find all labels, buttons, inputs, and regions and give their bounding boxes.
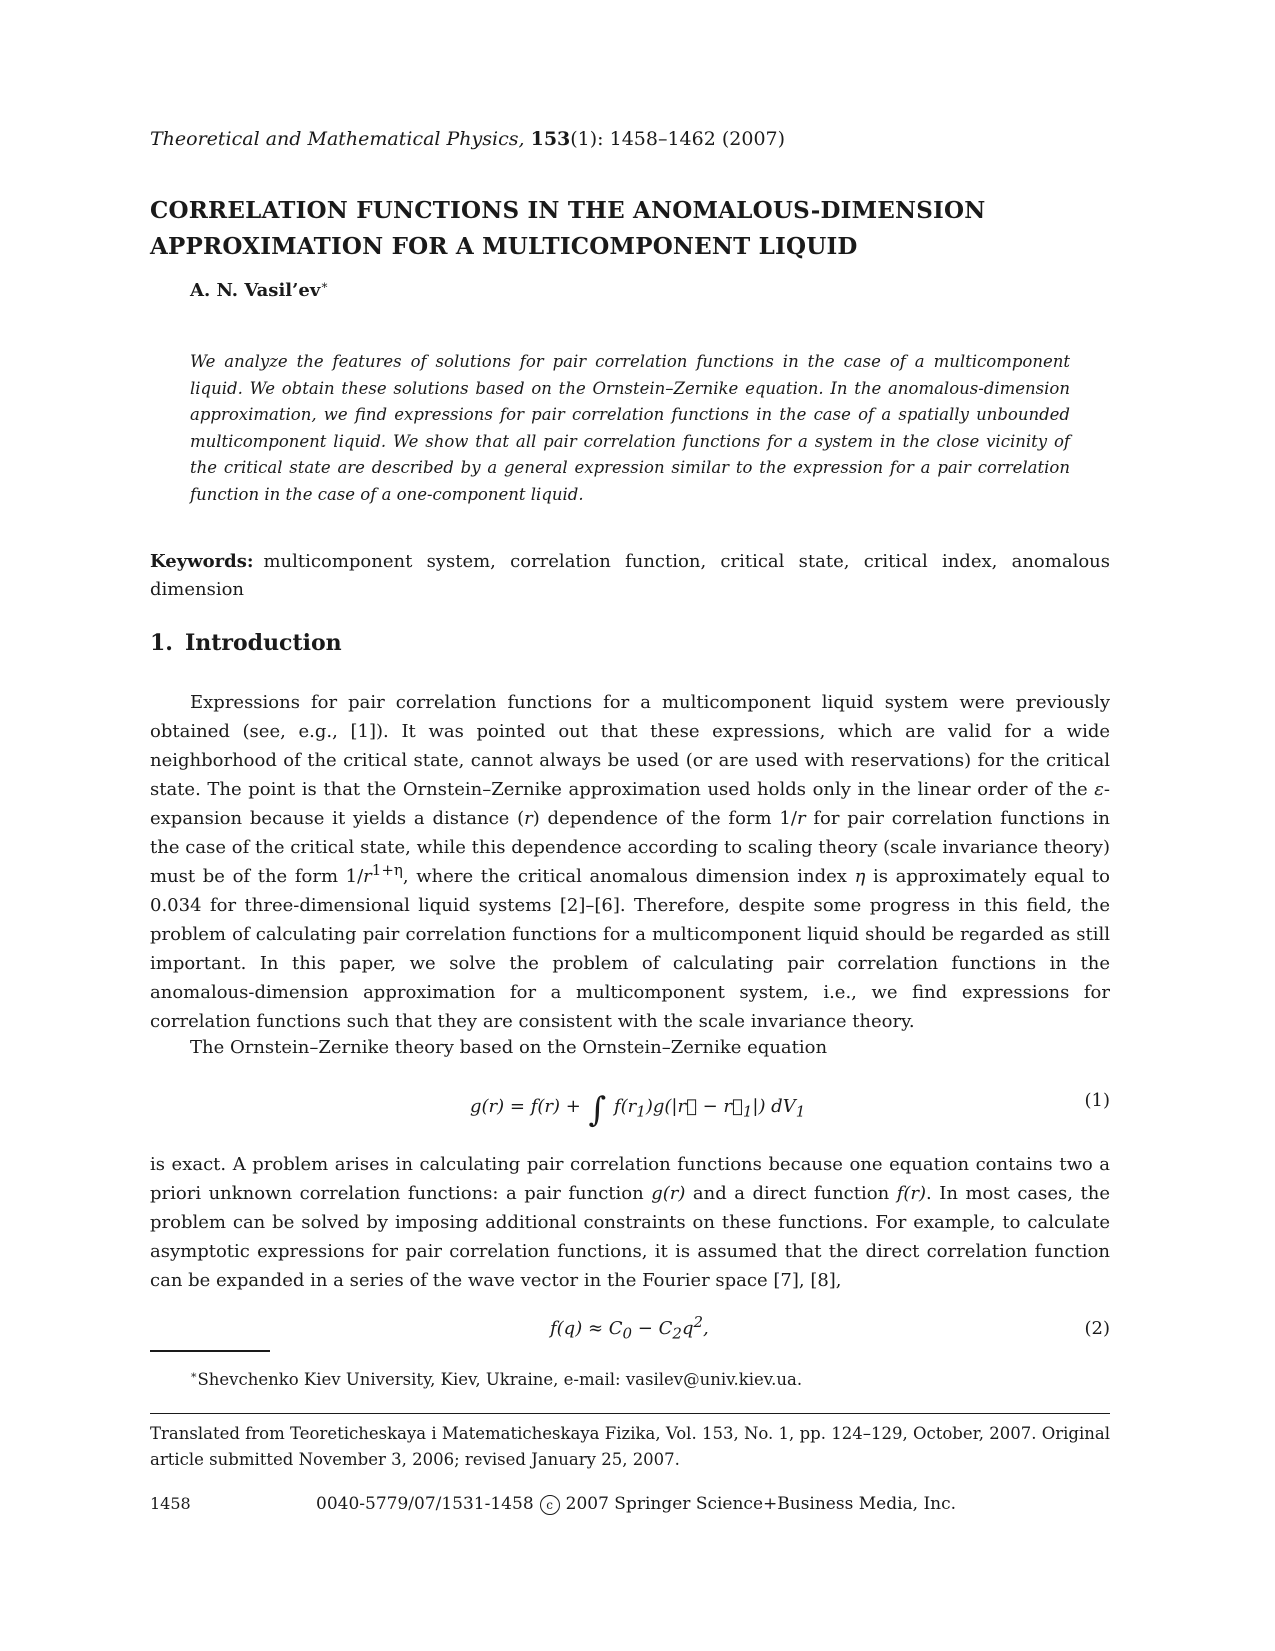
text-run: ) dependence of the form 1/ bbox=[532, 808, 797, 829]
eq-part: f(r bbox=[614, 1096, 637, 1117]
translation-note: Translated from Teoreticheskaya i Matematicheskaya Fizika, Vol. 153, No. 1, pp. 124–129, October, 2007. Original article submitted November 3, 2006; revised January 25, 2007. bbox=[150, 1424, 1110, 1469]
math-epsilon: ε bbox=[1094, 779, 1104, 800]
journal-issue: (1): 1458–1462 (2007) bbox=[570, 128, 786, 150]
copyright-line bbox=[316, 1494, 956, 1515]
math-r: r bbox=[524, 808, 533, 829]
eq-subscript: 1 bbox=[742, 1102, 753, 1121]
abstract: We analyze the features of solutions for pair correlation functions in the case of a multicomponent liquid. We obtain these solutions based on the Ornstein–Zernike equation. In the anomalous-dimension approximation, we find expressions for pair correlation functions in the case of a spatially unbounded multicomponent liquid. We show that all pair correlation functions for a system in the close vicinity of the critical state are described by a general expression similar to the expression for a pair correlation function in the case of a one-component liquid. bbox=[190, 352, 1070, 504]
eq-part: q bbox=[681, 1318, 694, 1339]
intro-paragraph-2: The Ornstein–Zernike theory based on the Ornstein–Zernike equation bbox=[190, 1037, 828, 1058]
intro-paragraph-1 bbox=[150, 688, 1110, 1036]
journal-header bbox=[150, 128, 785, 150]
eq-subscript: 1 bbox=[636, 1102, 646, 1121]
text-run: is approximately equal to 0.034 for three-dimensional liquid systems [2]–[6]. Therefore, despite some progress in this field, the problem of calculating pair correlation functions for a multicomponent liquid should be regarded as still important. In this paper, we solve the problem of calculating pair correlation functions in the anomalous-dimension approximation for a multicomponent system, i.e., we find expressions for correlation functions such that they are consistent with the scale invariance theory. bbox=[150, 866, 1110, 1032]
section-number: 1. bbox=[150, 630, 173, 656]
math-f: f(r) bbox=[896, 1183, 927, 1204]
text-run: . In most cases, the problem can be solved by imposing additional constraints on these functions. For example, to calculate asymptotic expressions for pair correlation functions, it is assumed that the direct correlation function can be expanded in a series of the wave vector in the Fourier space [7], [8], bbox=[150, 1183, 1110, 1291]
text-run: Expressions for pair correlation functions for a multicomponent liquid system were previously obtained (see, e.g., [1]). It was pointed out that these expressions, which are valid for a wide neighborhood of the critical state, cannot always be used (or are used with reservations) for the critical state. The point is that the Ornstein–Zernike approximation used holds only in the linear order of the bbox=[150, 692, 1110, 800]
footnote-rule bbox=[150, 1350, 270, 1352]
math-r: r bbox=[363, 866, 372, 887]
eq-subscript: 1 bbox=[795, 1102, 806, 1121]
footnote-text: Shevchenko Kiev University, Kiev, Ukraine, e-mail: vasilev@univ.kiev.ua. bbox=[197, 1370, 803, 1389]
text-run: -expansion because it yields a distance ( bbox=[150, 779, 1110, 829]
math-g: g(r) bbox=[651, 1183, 686, 1204]
page-number: 1458 bbox=[150, 1494, 191, 1513]
journal-name: Theoretical and Mathematical Physics, bbox=[150, 128, 525, 150]
author bbox=[190, 280, 328, 301]
keywords-label: Keywords: bbox=[150, 551, 254, 572]
translation-rule bbox=[150, 1413, 1110, 1414]
math-r: r bbox=[796, 808, 806, 829]
equation-2-body bbox=[550, 1313, 709, 1343]
integral-sign: ∫ bbox=[588, 1090, 607, 1130]
author-footnote-mark: ∗ bbox=[320, 278, 329, 292]
equation-2-number: (2) bbox=[1084, 1318, 1110, 1339]
equation-1-number: (1) bbox=[1084, 1090, 1110, 1111]
eq-part: − C bbox=[632, 1318, 673, 1339]
keywords-text: multicomponent system, correlation function, critical state, critical index, anomalous dimension bbox=[150, 551, 1110, 600]
footnote bbox=[190, 1370, 802, 1389]
eq-part: |) dV bbox=[752, 1096, 796, 1117]
section-heading bbox=[150, 630, 342, 656]
journal-volume: 153 bbox=[530, 128, 571, 150]
eq-part: , bbox=[703, 1318, 709, 1339]
copyright-text: 2007 Springer Science+Business Media, Inc. bbox=[565, 1494, 957, 1514]
copyright-icon: c bbox=[540, 1495, 560, 1515]
eq-part: )g(|r⃗ − r⃗ bbox=[645, 1096, 743, 1117]
equation-1-body bbox=[470, 1090, 805, 1130]
text-run: and a direct function bbox=[685, 1183, 897, 1204]
paper-title: CORRELATION FUNCTIONS IN THE ANOMALOUS-DIMENSION APPROXIMATION FOR A MULTICOMPONENT LIQUID bbox=[150, 197, 986, 260]
eq-subscript: 0 bbox=[622, 1324, 633, 1343]
math-exponent: 1+η bbox=[371, 861, 403, 879]
math-eta: η bbox=[854, 866, 866, 887]
footnote-mark: ∗ bbox=[190, 1368, 198, 1382]
section-title: Introduction bbox=[184, 630, 342, 656]
intro-paragraph-3 bbox=[150, 1150, 1110, 1295]
eq-subscript: 2 bbox=[672, 1324, 682, 1343]
text-run: , where the critical anomalous dimension index bbox=[402, 866, 855, 887]
keywords bbox=[150, 548, 1110, 604]
author-name: A. N. Vasil’ev bbox=[190, 280, 321, 301]
text-run: for pair correlation functions in the case of the critical state, while this dependence according to scaling theory (scale invariance theory) must be of the form 1/ bbox=[150, 808, 1110, 887]
issn: 0040-5779/07/1531-1458 bbox=[316, 1494, 534, 1514]
eq-part: f(q) ≈ C bbox=[550, 1318, 623, 1339]
eq-lhs: g(r) = f(r) + bbox=[470, 1096, 581, 1117]
eq-superscript: 2 bbox=[693, 1313, 704, 1331]
text-run: is exact. A problem arises in calculating pair correlation functions because one equation contains two a priori unknown correlation functions: a pair function bbox=[150, 1154, 1110, 1204]
